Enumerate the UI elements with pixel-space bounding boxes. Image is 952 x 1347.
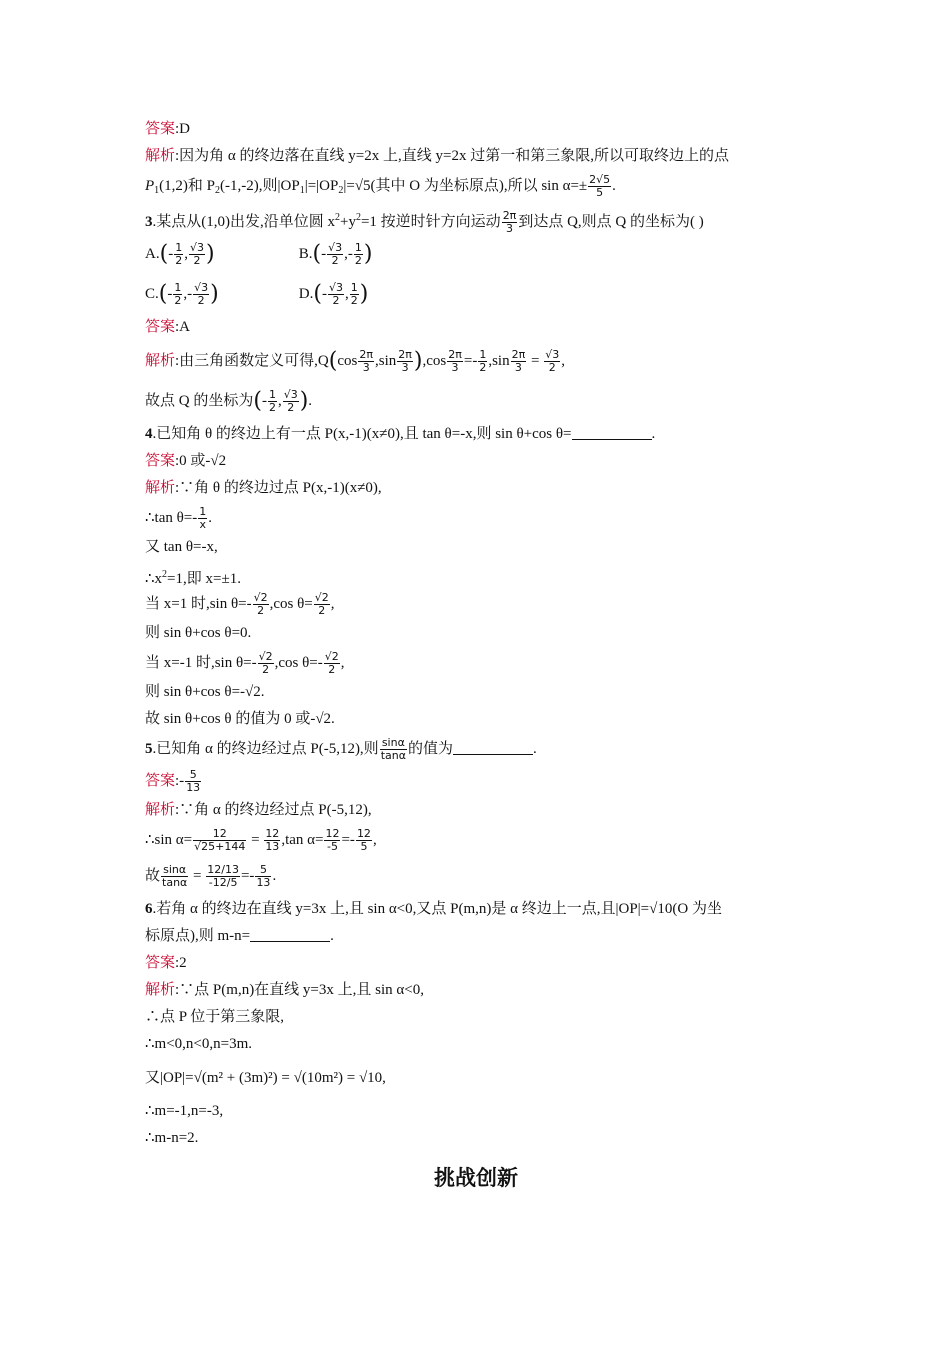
frac-num: 2π — [398, 348, 412, 362]
q5-analysis-line-3 — [145, 856, 810, 896]
sign: - — [167, 286, 173, 302]
frac-12-sqrt — [193, 828, 246, 853]
q4-analysis-line-1 — [145, 475, 810, 502]
q6-analysis-line-4 — [145, 1058, 810, 1098]
frac-num: √3 — [189, 241, 204, 255]
frac-root3-2 — [283, 389, 299, 414]
frac-den: 2 — [332, 294, 340, 308]
q3-stem — [145, 202, 810, 234]
q6-a4: 又|OP|=√(m² + (3m)²) = √(10m²) = √10, — [145, 1070, 386, 1086]
frac-num: √2 — [314, 591, 329, 605]
option-frac-1 — [174, 242, 183, 267]
q3-option-c[interactable]: C.(- $\frac{1}{2}$ ,- $\frac{√3}{2}$ ) — [145, 281, 219, 308]
q6-analysis-line-1 — [145, 977, 810, 1004]
q3-option-b[interactable]: B.(- $\frac{√3}{2}$ ,- $\frac{1}{2}$ ) — [298, 241, 373, 268]
q4-analysis-line-6 — [145, 620, 810, 647]
frac-root2-2 — [324, 651, 340, 676]
right-paren: ) — [210, 281, 219, 307]
option-frac-1 — [328, 282, 344, 307]
q2-fraction — [588, 174, 611, 199]
frac-den: 2 — [287, 401, 295, 415]
frac-num: 2π — [502, 209, 517, 223]
frac-den: 2 — [350, 294, 358, 308]
q4-a7a: 当 x=-1 时,sin θ=- — [145, 655, 257, 671]
q3-stem-c: =1 按逆时针方向运动 — [360, 214, 501, 230]
q6-stem-1: .若角 α 的终边在直线 y=3x 上,且 sin α<0,又点 P(m,n)是 α 终边上一点,且|OP|=√10(O 为坐 — [152, 901, 722, 917]
frac-den: 2 — [262, 663, 270, 677]
sign: - — [321, 286, 327, 302]
frac-num: 1 — [199, 505, 207, 519]
q6-a3: ∴m<0,n<0,n=3m. — [145, 1036, 253, 1052]
q6-analysis-line-3 — [145, 1031, 810, 1058]
frac-12-neg5 — [324, 828, 340, 853]
frac-1-x — [198, 506, 207, 531]
frac-num: 2π — [448, 348, 462, 362]
frac-den: 2 — [197, 294, 205, 308]
option-frac-1 — [327, 242, 343, 267]
option-letter: A. — [145, 246, 160, 262]
q6-stem-2: 标原点),则 m-n= — [145, 928, 251, 944]
q3-a1e: =- — [463, 353, 478, 369]
frac-den: -5 — [326, 840, 338, 854]
q2-a2a: P — [145, 178, 155, 194]
frac-den: 3 — [451, 361, 459, 375]
q6-analysis-line-5 — [145, 1098, 810, 1125]
frac-num: 12 — [356, 827, 371, 841]
sub-1: 1 — [154, 185, 160, 196]
q2-a2d: |=|OP — [304, 178, 339, 194]
q3-analysis-line-2: 故点 Q 的坐标为(- $\frac{1}{2}$ , $\frac{√3}{2}$ ). — [145, 388, 313, 415]
frac-2pi-3 — [447, 349, 463, 374]
q4-a1: :∵角 θ 的终边过点 P(x,-1)(x≠0), — [175, 480, 382, 496]
q3-answer: :A — [175, 319, 191, 335]
frac-num: 12 — [193, 828, 246, 841]
q4-a4a: ∴x — [145, 571, 163, 587]
q4-a9: 故 sin θ+cos θ 的值为 0 或-√2. — [145, 711, 335, 727]
q4-analysis-line-7 — [145, 647, 810, 679]
option-frac-1 — [173, 282, 182, 307]
frac-den: 2 — [548, 361, 556, 375]
analysis-label: 解析 — [145, 802, 176, 818]
q5-a3d: . — [272, 868, 277, 884]
answer-label: 答案 — [145, 773, 176, 789]
left-paren: ( — [253, 388, 262, 414]
q3-options-row-1 — [145, 234, 810, 274]
q6-a5: ∴m=-1,n=-3, — [145, 1103, 224, 1119]
frac-den: 13 — [186, 781, 201, 795]
frac-den: -12/5 — [208, 876, 238, 890]
q3-answer-line — [145, 314, 810, 341]
sub-2b: 2 — [338, 185, 344, 196]
option-letter: B. — [298, 246, 313, 262]
q3-a1d: ,cos — [422, 353, 447, 369]
q3-a1f: ,sin — [488, 353, 510, 369]
q3-option-d[interactable]: D.(- $\frac{√3}{2}$ , $\frac{1}{2}$ ) — [298, 281, 369, 308]
frac-den: tanα — [380, 749, 406, 763]
q4-answer: :0 或-√2 — [175, 453, 227, 469]
q4-analysis-line-9 — [145, 706, 810, 733]
q5-stem — [145, 733, 810, 765]
q5-a2a: ∴sin α= — [145, 832, 193, 848]
q5-analysis-line-2 — [145, 824, 810, 856]
q5-a2d: =- — [341, 832, 355, 848]
frac-num: 1 — [479, 348, 487, 362]
q5-a2e: , — [372, 832, 377, 848]
frac-2pi-3 — [397, 349, 413, 374]
frac-sin-tan — [380, 737, 407, 762]
q4-number: 4 — [145, 426, 153, 442]
frac-1-2 — [268, 389, 277, 414]
q2-a2b: (1,2)和 P — [159, 178, 216, 194]
q4-a2a: ∴tan θ=- — [145, 510, 198, 526]
frac-2pi-3 — [358, 349, 374, 374]
q2-answer: :D — [175, 121, 191, 137]
right-paren: ) — [413, 348, 423, 374]
frac-num: √2 — [253, 591, 268, 605]
frac-den: 2 — [175, 254, 183, 268]
q2-analysis-line-2: $P_1(1,2)$和 $P_2(-1,-2)$,则$|OP_1|=|OP_2|=√5$(其中 O 为坐标原点),所以 sin α=± $\frac{2√5}{5}$ . — [145, 173, 616, 200]
frac-num: 2π — [359, 348, 373, 362]
frac-root3-2 — [544, 349, 560, 374]
q3-number: 3 — [145, 214, 153, 230]
q4-analysis-line-5 — [145, 588, 810, 620]
frac-num: √3 — [545, 348, 560, 362]
q4-answer-line — [145, 448, 810, 475]
frac-num: √3 — [328, 241, 343, 255]
frac-num: sinα — [161, 864, 188, 877]
q5-a2b: = — [247, 832, 264, 848]
frac-num: 1 — [350, 281, 358, 295]
q4-a8: 则 sin θ+cos θ=-√2. — [145, 684, 265, 700]
q2-a2e: |=√5(其中 O 为坐标原点),所以 sin α=± — [343, 178, 588, 194]
right-paren: ) — [299, 388, 309, 414]
q4-stem-text: .已知角 θ 的终边上有一点 P(x,-1)(x≠0),且 tan θ=-x,则 sin θ+cos θ= — [152, 426, 572, 442]
sign: - — [347, 246, 353, 262]
q3-stem-b: +y — [340, 214, 356, 230]
frac-num: 5 — [255, 864, 271, 877]
q3-a2b: . — [308, 393, 313, 409]
option-letter: D. — [298, 286, 314, 302]
frac-den: x — [199, 518, 207, 532]
frac-5-13 — [185, 769, 201, 794]
frac-root2-2 — [258, 651, 274, 676]
frac-num: 1 — [268, 388, 276, 402]
q5-a1: :∵角 α 的终边经过点 P(-5,12), — [175, 802, 372, 818]
q6-answer-line — [145, 950, 810, 977]
frac-den: 3 — [514, 361, 522, 375]
frac-den: √25+144 — [194, 840, 246, 854]
frac-den: 5 — [596, 186, 604, 200]
q3-a2a: 故点 Q 的坐标为 — [145, 393, 254, 409]
q5-a2c: ,tan α= — [281, 832, 324, 848]
q4-a2b: . — [208, 510, 213, 526]
q5-stem-a: .已知角 α 的终边经过点 P(-5,12),则 — [152, 741, 379, 757]
q5-answer-line — [145, 765, 810, 797]
frac-den: 2 — [328, 663, 336, 677]
sub-1b: 1 — [299, 185, 305, 196]
frac-num: √3 — [328, 281, 343, 295]
q6-answer-blank[interactable] — [250, 925, 330, 942]
option-letter: C. — [145, 286, 159, 302]
q4-a7c: , — [340, 655, 345, 671]
left-paren: ( — [312, 241, 322, 267]
right-paren: ) — [359, 281, 369, 307]
q5-stem-end: . — [533, 741, 537, 757]
frac-num: √3 — [283, 388, 298, 402]
analysis-label: 解析 — [145, 148, 176, 164]
q4-analysis-line-3 — [145, 534, 810, 561]
frac-den: 13 — [265, 840, 280, 854]
frac-num: 12/13 — [207, 863, 239, 877]
option-frac-2 — [193, 282, 209, 307]
q5-answer-blank[interactable] — [453, 738, 533, 755]
answer-label: 答案 — [145, 121, 176, 137]
q6-stem-line-1 — [145, 896, 810, 923]
q2-a2c: (-1,-2),则|OP — [220, 178, 300, 194]
frac-12-13 — [264, 828, 280, 853]
frac-den: tanα — [162, 876, 188, 890]
frac-num: 1 — [174, 281, 182, 295]
frac-num: √2 — [324, 650, 339, 664]
q4-a5a: 当 x=1 时,sin θ=- — [145, 596, 252, 612]
q3-a1g: = — [527, 353, 544, 369]
q4-a4b: =1,即 x=±1. — [167, 571, 241, 587]
sign: - — [321, 246, 327, 262]
frac-den: 3 — [362, 361, 370, 375]
q4-a5b: ,cos θ= — [269, 596, 313, 612]
q3-a1b: cos — [337, 353, 358, 369]
left-paren: ( — [313, 281, 322, 307]
sup-2: 2 — [162, 569, 168, 580]
frac-den: 2 — [479, 361, 487, 375]
q3-a1c: ,sin — [375, 353, 397, 369]
sign: - — [187, 286, 193, 302]
section-heading: 挑战创新 — [434, 1166, 518, 1190]
sign: - — [168, 246, 174, 262]
answer-label: 答案 — [145, 453, 176, 469]
frac-num: √2 — [258, 650, 273, 664]
frac-num: 2√5 — [589, 173, 611, 187]
analysis-label: 解析 — [145, 982, 176, 998]
q6-analysis-line-6 — [145, 1125, 810, 1152]
left-paren: ( — [158, 281, 168, 307]
frac-num: 12 — [325, 827, 340, 841]
sign: - — [261, 393, 267, 409]
frac-den: 3 — [506, 222, 513, 236]
analysis-label: 解析 — [145, 353, 176, 369]
frac-den: 2 — [318, 604, 326, 618]
q5-analysis-line-1 — [145, 797, 810, 824]
frac-den: 2 — [331, 254, 339, 268]
q3-analysis-line-1 — [145, 341, 810, 381]
frac-den: 5 — [360, 840, 368, 854]
q4-analysis-line-4 — [145, 561, 810, 588]
q5-a3a: 故 — [145, 868, 161, 884]
frac-12-5 — [356, 828, 372, 853]
frac-1-2 — [478, 349, 487, 374]
q5-answer-a: :- — [175, 773, 185, 789]
q6-a6: ∴m-n=2. — [145, 1130, 199, 1146]
q4-a3: 又 tan θ=-x, — [145, 539, 218, 555]
q6-a1: :∵点 P(m,n)在直线 y=3x 上,且 sin α<0, — [175, 982, 424, 998]
q3-option-a[interactable]: A.(- $\frac{1}{2}$ , $\frac{√3}{2}$ ) — [145, 241, 215, 268]
q3-a1a: :由三角函数定义可得,Q — [175, 353, 329, 369]
q2-answer-line — [145, 116, 810, 143]
analysis-label: 解析 — [145, 480, 176, 496]
document-body — [145, 116, 810, 1152]
frac-num: sinα — [380, 737, 407, 750]
q3-a1h: , — [561, 353, 565, 369]
frac-num: 1 — [175, 241, 183, 255]
sub-2: 2 — [215, 185, 221, 196]
q3-stem-d: 到达点 Q,则点 Q 的坐标为( ) — [518, 214, 704, 230]
option-frac-2 — [350, 282, 359, 307]
frac-num: 2π — [511, 348, 526, 362]
q3-stem-fraction — [502, 210, 518, 235]
q3-options-row-2 — [145, 274, 810, 314]
frac-sin-tan — [161, 864, 188, 889]
right-paren: ) — [363, 241, 373, 267]
frac-den: 2 — [268, 401, 276, 415]
frac-den: 2 — [193, 254, 201, 268]
right-paren: ) — [205, 241, 215, 267]
option-frac-2 — [189, 242, 205, 267]
frac-den: 2 — [354, 254, 362, 268]
frac-5-13 — [255, 864, 271, 889]
option-frac-2 — [354, 242, 363, 267]
frac-den: 3 — [401, 361, 409, 375]
q4-analysis-line-8 — [145, 679, 810, 706]
frac-root2-2 — [314, 592, 330, 617]
q5-a3c: =- — [240, 868, 255, 884]
q4-stem — [145, 421, 810, 448]
frac-root2-2 — [253, 592, 269, 617]
q4-analysis-line-2 — [145, 502, 810, 534]
q4-a7b: ,cos θ=- — [274, 655, 323, 671]
frac-2pi-3 — [511, 349, 527, 374]
q6-stem-line-2 — [145, 923, 810, 950]
frac-num: √3 — [194, 281, 209, 295]
answer-label: 答案 — [145, 319, 176, 335]
frac-num: 1 — [354, 241, 362, 255]
q6-number: 6 — [145, 901, 153, 917]
q4-answer-blank[interactable] — [572, 423, 652, 440]
frac-den: 13 — [256, 876, 271, 890]
q4-stem-end: . — [651, 426, 656, 442]
q6-analysis-line-2 — [145, 1004, 810, 1031]
q4-a5c: , — [330, 596, 335, 612]
left-paren: ( — [159, 241, 169, 267]
q5-stem-b: 的值为 — [407, 741, 453, 757]
frac-den: 2 — [257, 604, 265, 618]
answer-label: 答案 — [145, 955, 176, 971]
frac-den: 2 — [174, 294, 182, 308]
frac-num: 5 — [185, 769, 201, 782]
q4-a6: 则 sin θ+cos θ=0. — [145, 625, 252, 641]
frac-compound — [206, 864, 240, 889]
q5-number: 5 — [145, 741, 153, 757]
q3-stem-a: .某点从(1,0)出发,沿单位圆 x — [152, 214, 335, 230]
left-paren: ( — [328, 348, 338, 374]
q2-analysis-line-1 — [145, 143, 810, 170]
q6-stem-end: . — [330, 928, 334, 944]
q5-a3b: = — [189, 868, 206, 884]
frac-num: 12 — [265, 827, 280, 841]
q6-answer: :2 — [175, 955, 187, 971]
sup-2: 2 — [335, 212, 340, 223]
q2-analysis-text-1: :因为角 α 的终边落在直线 y=2x 上,直线 y=2x 过第一和第三象限,所以可取终边上的点 — [175, 148, 729, 164]
sup-2b: 2 — [355, 212, 361, 223]
q6-a2: ∴点 P 位于第三象限, — [145, 1009, 285, 1025]
